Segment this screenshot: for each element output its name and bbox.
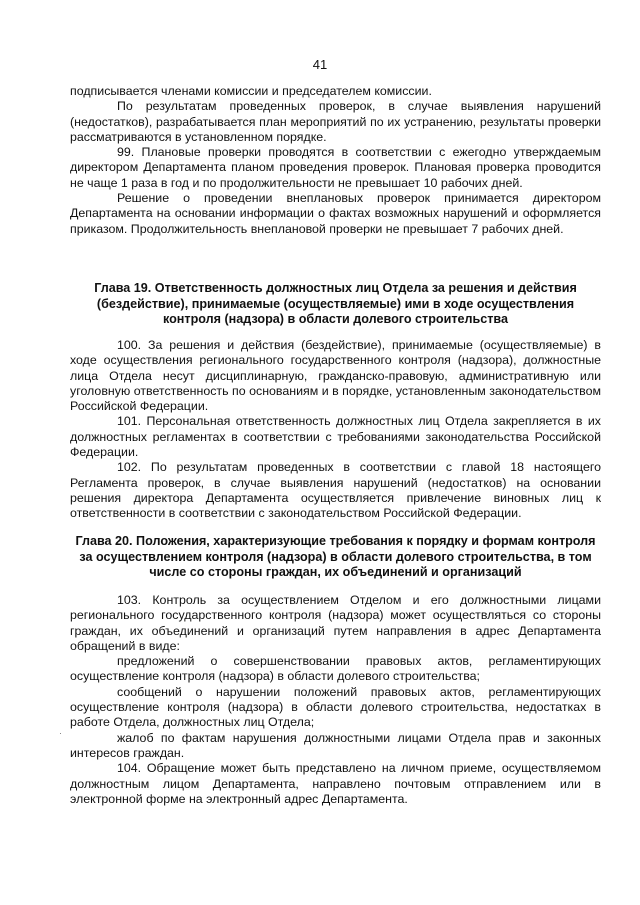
paragraph-104: 104. Обращение может быть представлено на личном приеме, осуществляемом должностным лицом Департамента, направлено почтовым отправлением или в электронной форме на электронный адрес Департамента. (70, 761, 601, 806)
paragraph-103: 103. Контроль за осуществлением Отделом и его должностными лицами регионального государственного контроля (надзора) может осуществляться со стороны граждан, их объединений и организаций путем направления в адрес Департамента обращений в виде: (70, 593, 601, 653)
continuation-block (70, 84, 601, 237)
chapter-19-heading-block (70, 281, 601, 328)
scan-speck (60, 733, 61, 734)
paragraph-102: 102. По результатам проведенных в соответствии с главой 18 настоящего Регламента проверок, в случае выявления нарушений (недостатков) на основании решения директора Департамента осуществляется привлечение виновных лиц к ответственности в соответствии с законодательством Российской Федерации. (70, 460, 601, 521)
paragraph-100: 100. За решения и действия (бездействие), принимаемые (осуществляемые) в ходе осуществления регионального государственного контроля (надзора), должностные лица Отдела несут дисциплинарную, гражданско-правовую, административную или уголовную ответственность по основаниям и в порядке, установленным законодательством Российской Федерации. (70, 338, 601, 414)
list-item-proposals: предложений о совершенствовании правовых актов, регламентирующих осуществление контроля (надзора) в области долевого строительства; (70, 654, 601, 684)
paragraph-101: 101. Персональная ответственность должностных лиц Отдела закрепляется в их должностных регламентах в соответствии с требованиями законодательства Российской Федерации. (70, 414, 601, 460)
chapter-19-heading: Глава 19. Ответственность должностных лиц Отдела за решения и действия (бездействие), принимаемые (осуществляемые) ими в ходе осуществления контроля (надзора) в области долевого строительства (94, 281, 577, 326)
paragraph-inspection-results: По результатам проведенных проверок, в случае выявления нарушений (недостатков), разрабатывается план мероприятий по их устранению, результаты проверки рассматриваются в установленном порядке. (70, 99, 601, 144)
list-item-complaints: жалоб по фактам нарушения должностными лицами Отдела прав и законных интересов граждан. (70, 730, 601, 760)
page-number: 41 (312, 57, 328, 72)
chapter-20-body (70, 593, 601, 807)
chapter-20-heading: Глава 20. Положения, характеризующие требования к порядку и формам контроля за осуществлением контроля (надзора) в области долевого строительства, в том числе со стороны граждан, их объединений и организаций (75, 534, 596, 579)
list-item-reports: сообщений о нарушении положений правовых актов, регламентирующих осуществление контроля (надзора) в области долевого строительства, недостатках в работе Отдела, должностных лиц Отдела; (70, 684, 601, 730)
paragraph-unscheduled-inspections: Решение о проведении внеплановых проверок принимается директором Департамента на основании информации о фактах возможных нарушений и оформляется приказом. Продолжительность внеплановой проверки не превышает 7 рабочих дней. (70, 191, 601, 236)
paragraph-99: 99. Плановые проверки проводятся в соответствии с ежегодно утверждаемым директором Департамента планом проведения проверок. Плановая проверка проводится не чаще 1 раза в год и по продолжительности не превышает 10 рабочих дней. (70, 145, 601, 190)
chapter-19-body (70, 338, 601, 522)
chapter-20-heading-block (70, 534, 601, 581)
paragraph-commission-signature: подписывается членами комиссии и председателем комиссии. (70, 84, 432, 98)
